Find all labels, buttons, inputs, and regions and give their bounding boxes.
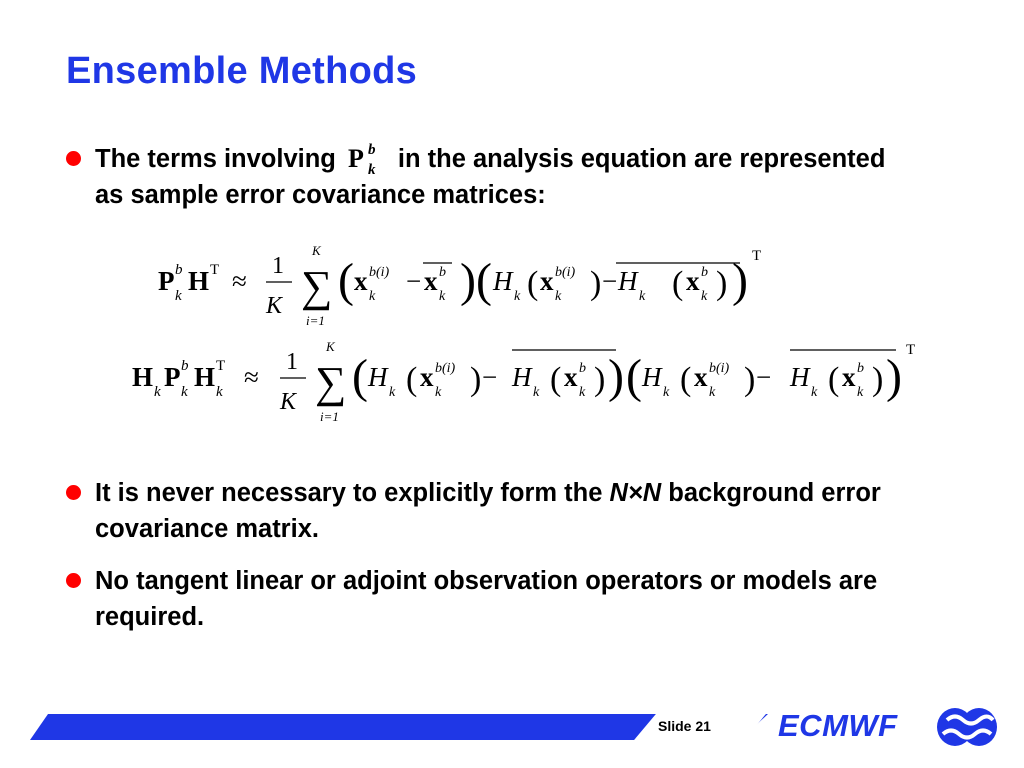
svg-text:T: T: [210, 262, 220, 278]
slide-title: Ensemble Methods: [66, 50, 418, 92]
svg-text:k: k: [216, 384, 223, 400]
svg-text:): ): [744, 361, 756, 398]
n-by-n: N×N: [609, 479, 662, 507]
ecmwf-logo-text: ECMWF: [778, 708, 898, 743]
svg-text:(: (: [680, 361, 692, 398]
inline-matrix-P: [346, 142, 392, 179]
svg-text:∑: ∑: [301, 262, 333, 311]
bullet-text-3: No tangent linear or adjoint observation operators or models are required.: [95, 567, 878, 631]
svg-text:k: k: [555, 289, 562, 304]
svg-text:(: (: [352, 350, 368, 403]
svg-text:x: x: [686, 266, 700, 296]
svg-text:T: T: [906, 342, 916, 358]
svg-text:k: k: [857, 385, 864, 400]
svg-text:k: k: [709, 385, 716, 400]
svg-text:(: (: [406, 361, 418, 398]
svg-text:k: k: [811, 385, 818, 400]
svg-text:i=1: i=1: [306, 313, 325, 328]
svg-text:≈: ≈: [244, 362, 259, 392]
svg-text:(: (: [550, 361, 562, 398]
svg-text:H: H: [790, 362, 810, 392]
svg-text:P: P: [164, 362, 181, 392]
svg-text:H: H: [132, 362, 154, 392]
svg-text:(: (: [672, 265, 684, 302]
svg-text:x: x: [424, 266, 438, 296]
svg-text:k: k: [435, 385, 442, 400]
equation-hpht: [130, 330, 930, 430]
svg-text:H: H: [512, 362, 532, 392]
svg-text:x: x: [694, 362, 708, 392]
svg-text:P: P: [158, 266, 175, 296]
svg-text:K: K: [312, 243, 321, 258]
bullet-item-3: [60, 563, 960, 635]
equation-pht: [150, 238, 790, 338]
svg-text:i=1: i=1: [320, 409, 339, 424]
svg-text:(: (: [338, 254, 354, 307]
bullet-item-2: [60, 475, 960, 547]
bullet-item-1: [60, 141, 920, 213]
svg-text:b: b: [367, 142, 376, 159]
svg-text:(: (: [527, 265, 539, 302]
svg-text:K: K: [326, 339, 335, 354]
svg-text:b: b: [579, 361, 586, 376]
svg-text:H: H: [188, 266, 210, 296]
svg-text:k: k: [439, 289, 446, 304]
svg-text:k: k: [154, 384, 161, 400]
svg-text:x: x: [420, 362, 434, 392]
svg-text:−: −: [406, 266, 422, 296]
svg-text:k: k: [369, 289, 376, 304]
svg-text:b: b: [175, 262, 183, 278]
slide-number: Slide 21: [658, 718, 711, 734]
svg-text:k: k: [389, 385, 396, 400]
svg-text:b(i): b(i): [709, 361, 730, 376]
bullet-text-2: It is never necessary to explicitly form the N×N background error covariance matrix.: [95, 479, 881, 543]
svg-text:): ): [608, 350, 624, 403]
svg-text:): ): [732, 254, 748, 307]
svg-text:x: x: [354, 266, 368, 296]
svg-text:(: (: [828, 361, 840, 398]
svg-text:): ): [590, 265, 602, 302]
svg-text:k: k: [367, 162, 376, 179]
svg-text:H: H: [368, 362, 388, 392]
svg-text:K: K: [280, 389, 297, 415]
svg-text:b: b: [181, 358, 189, 374]
svg-text:k: k: [533, 385, 540, 400]
svg-text:): ): [460, 254, 476, 307]
svg-text:b(i): b(i): [555, 265, 576, 280]
svg-text:P: P: [347, 144, 364, 174]
svg-text:T: T: [216, 358, 226, 374]
svg-text:b: b: [439, 265, 446, 280]
svg-text:): ): [872, 361, 884, 398]
ecmwf-logo-icon: [935, 703, 999, 751]
svg-text:k: k: [701, 289, 708, 304]
svg-text:−: −: [482, 362, 498, 392]
svg-text:): ): [594, 361, 606, 398]
svg-text:b(i): b(i): [369, 265, 390, 280]
svg-text:x: x: [842, 362, 856, 392]
svg-text:−: −: [602, 266, 618, 296]
svg-text:x: x: [564, 362, 578, 392]
svg-text:(: (: [476, 254, 492, 307]
svg-text:): ): [470, 361, 482, 398]
svg-text:k: k: [579, 385, 586, 400]
svg-text:1: 1: [286, 349, 298, 375]
svg-text:−: −: [756, 362, 772, 392]
svg-text:b: b: [701, 265, 708, 280]
svg-text:H: H: [642, 362, 662, 392]
svg-text:x: x: [540, 266, 554, 296]
svg-text:∑: ∑: [315, 358, 347, 407]
svg-text:≈: ≈: [232, 266, 247, 296]
bullet-text-1: The terms involving P b k in the analysis equation are represented as sample error covariance matrices:: [95, 142, 886, 209]
bullet-dot: [66, 151, 81, 166]
svg-text:H: H: [618, 266, 638, 296]
svg-text:(: (: [626, 350, 642, 403]
svg-text:1: 1: [272, 253, 284, 279]
svg-text:T: T: [752, 248, 762, 264]
svg-text:): ): [886, 350, 902, 403]
svg-text:b(i): b(i): [435, 361, 456, 376]
svg-text:): ): [716, 265, 728, 302]
svg-text:K: K: [266, 293, 283, 319]
svg-text:H: H: [493, 266, 513, 296]
bullet-dot: [66, 573, 81, 588]
bullet-dot: [66, 485, 81, 500]
svg-text:k: k: [639, 289, 646, 304]
svg-text:k: k: [181, 384, 188, 400]
svg-text:k: k: [663, 385, 670, 400]
svg-text:k: k: [514, 289, 521, 304]
svg-text:b: b: [857, 361, 864, 376]
svg-text:H: H: [194, 362, 216, 392]
svg-text:k: k: [175, 288, 182, 304]
